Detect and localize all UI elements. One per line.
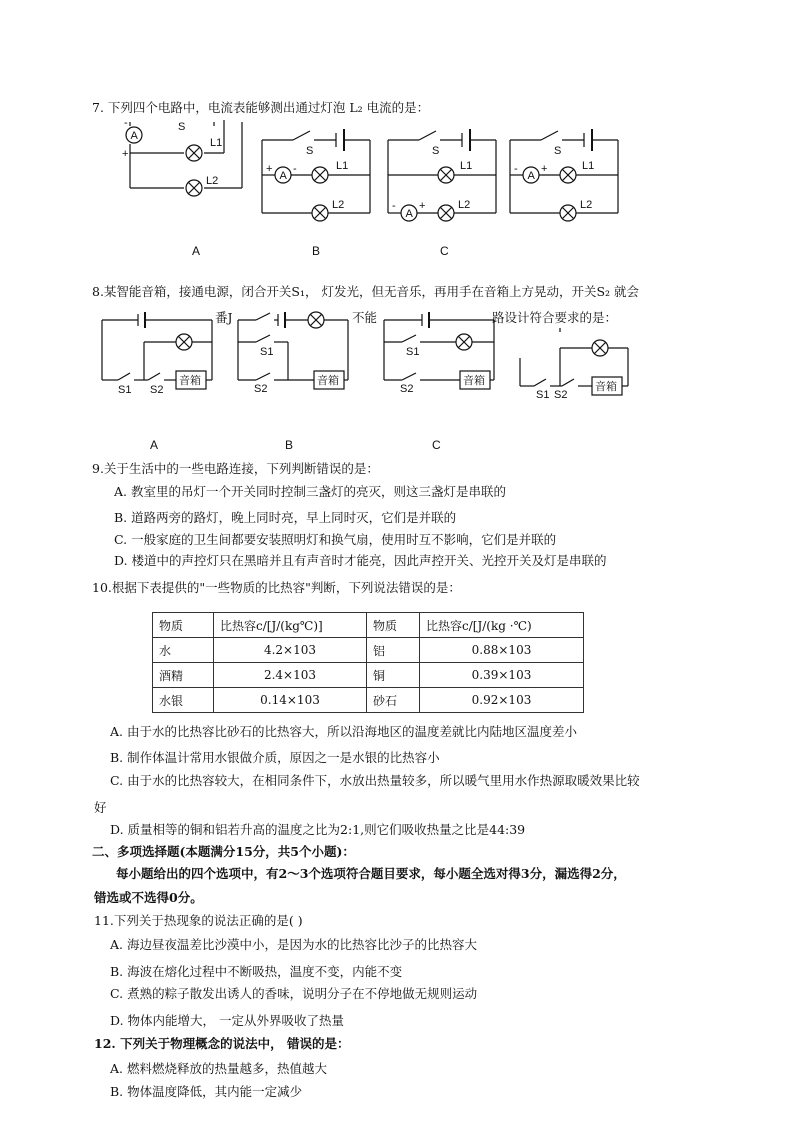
plus-label: + [541,163,548,175]
q8-circuit-a [100,312,220,400]
q8-circuit-c [382,312,502,395]
table-row [153,638,584,663]
q10-option-b: B. 制作体温计常用水银做介质，原因之一是水银的比热容小 [110,750,440,765]
plus-label: + [122,148,129,160]
q8-option-a: A [150,438,159,452]
ammeter-label: A [279,170,287,182]
speaker-label: 音箱 [179,375,201,387]
table-header-row [153,613,584,638]
table-row [153,663,584,688]
q9-option-c: C. 一般家庭的卫生间都要安装照明灯和换气扇，使用时互不影响，它们是并联的 [114,532,557,547]
speaker-label: 音箱 [463,375,485,387]
q7-stem: 7. 下列四个电路中，电流表能够测出通过灯泡 L₂ 电流的是： [92,100,430,115]
table-cell: 酒精 [153,663,214,688]
switch-label: S [432,145,440,157]
table-cell: 2.4×103 [214,663,367,688]
s2-label: S2 [150,384,164,396]
plus-label: + [266,163,273,175]
minus-label: - [514,163,518,175]
q7-circuit-d [506,125,624,223]
q10-stem: 10.根据下表提供的"一些物质的比热容"判断，下列说法错误的是： [92,580,461,595]
q10-option-c-cont: 好 [94,800,107,815]
table-cell: 0.39×103 [420,663,584,688]
s2-label: S2 [254,383,268,395]
q8-stem: 8.某智能音箱，接通电源，闭合开关S₁， 灯发光，但无音乐，再用手在音箱上方晃动，开关S₂ 就会 [92,284,640,299]
s1-label: S1 [260,346,274,358]
s2-label: S2 [554,389,568,401]
l2-label: L2 [580,199,593,211]
speaker-label: 音箱 [595,381,617,393]
table-header: 物质 [367,613,420,638]
table-cell: 0.14×103 [214,688,367,713]
switch-label: S [306,145,314,157]
q11-option-c: C. 煮熟的粽子散发出诱人的香味，说明分子在不停地做无规则运动 [110,986,478,1001]
l1-label: L1 [336,160,349,172]
minus-label: - [293,163,297,175]
q11-option-b: B. 海波在熔化过程中不断吸热，温度不变，内能不变 [110,964,403,979]
l2-label: L2 [206,175,219,187]
section-2-instructions: 每小题给出的四个选项中，有2～3个选项符合题目要求，每小题全选对得3分，漏选得2分， [116,866,626,881]
s1-label: S1 [536,389,550,401]
q9-stem: 9.关于生活中的一些电路连接，下列判断错误的是： [92,461,379,476]
q8-circuit-d [516,328,636,404]
minus-label: - [392,200,396,212]
table-header: 物质 [153,613,214,638]
q11-option-d: D. 物体内能增大， 一定从外界吸收了热量 [110,1013,344,1028]
q7-option-b: B [312,244,321,258]
table-cell: 铝 [367,638,420,663]
table-cell: 0.88×103 [420,638,584,663]
q11-option-a: A. 海边昼夜温差比沙漠中小，是因为水的比热容比沙子的比热容大 [110,937,477,952]
table-header: 比热容c/[J/(kg℃)] [214,613,367,638]
q11-stem: 11.下列关于热现象的说法正确的是( ) [94,913,303,928]
q12-option-b: B. 物体温度降低，其内能一定减少 [110,1084,303,1099]
l1-label: L1 [210,137,223,149]
q7-circuit-a [120,118,250,198]
q9-option-d: D. 楼道中的声控灯只在黑暗并且有声音时才能亮，因此声控开关、光控开关及灯是串联的 [114,553,607,568]
switch-label: S [178,121,186,133]
q7-option-c: C [440,244,449,258]
q10-option-a: A. 由于水的比热容比砂石的比热容大，所以沿海地区的温度差就比内陆地区温度差小 [110,724,577,739]
q7-circuit-b [258,125,376,223]
q8-circuit-b [236,312,356,395]
l2-label: L2 [458,199,471,211]
table-cell: 砂石 [367,688,420,713]
ammeter-label: A [405,208,413,220]
minus-label: - [124,117,128,129]
q8-fragment-1: 番J [215,310,233,325]
plus-label: + [419,200,426,212]
section-2-instructions-cont: 错选或不选得0分。 [94,890,203,905]
q10-option-d: D. 质量相等的铜和铝若升高的温度之比为2:1,则它们吸收热量之比是44:39 [110,822,526,837]
table-row [153,688,584,713]
table-cell: 水银 [153,688,214,713]
specific-heat-table [152,612,584,713]
table-cell: 0.92×103 [420,688,584,713]
q7-option-a: A [192,244,201,258]
table-cell: 铜 [367,663,420,688]
q8-fragment-2: 不能 [352,310,378,325]
table-cell: 4.2×103 [214,638,367,663]
q9-option-a: A. 教室里的吊灯一个开关同时控制三盏灯的亮灭，则这三盏灯是串联的 [114,484,506,499]
switch-label: S [554,145,562,157]
ammeter-label: A [130,130,138,142]
s2-label: S2 [400,383,414,395]
q12-option-a: A. 燃料燃烧释放的热量越多，热值越大 [110,1061,327,1076]
s1-label: S1 [406,346,420,358]
section-2-title: 二、多项选择题(本题满分15分，共5个小题)： [92,844,355,859]
ammeter-label: A [527,170,535,182]
l1-label: L1 [460,160,473,172]
l1-label: L1 [582,160,595,172]
l2-label: L2 [332,199,345,211]
table-header: 比热容c/[J/(kg ·℃) [420,613,584,638]
speaker-label: 音箱 [317,375,339,387]
q8-option-b: B [285,438,294,452]
q7-circuit-c [384,125,502,223]
q8-fragment-3: 路设计符合要求的是： [492,310,618,325]
q12-stem: 12. 下列关于物理概念的说法中， 错误的是： [94,1036,350,1051]
q10-option-c: C. 由于水的比热容较大，在相同条件下，水放出热量较多，所以暖气里用水作热源取暖效果比较 [110,773,640,788]
s1-label: S1 [118,384,132,396]
table-cell: 水 [153,638,214,663]
q9-option-b: B. 道路两旁的路灯，晚上同时亮，早上同时灭，它们是并联的 [114,510,457,525]
q8-option-c: C [432,438,441,452]
